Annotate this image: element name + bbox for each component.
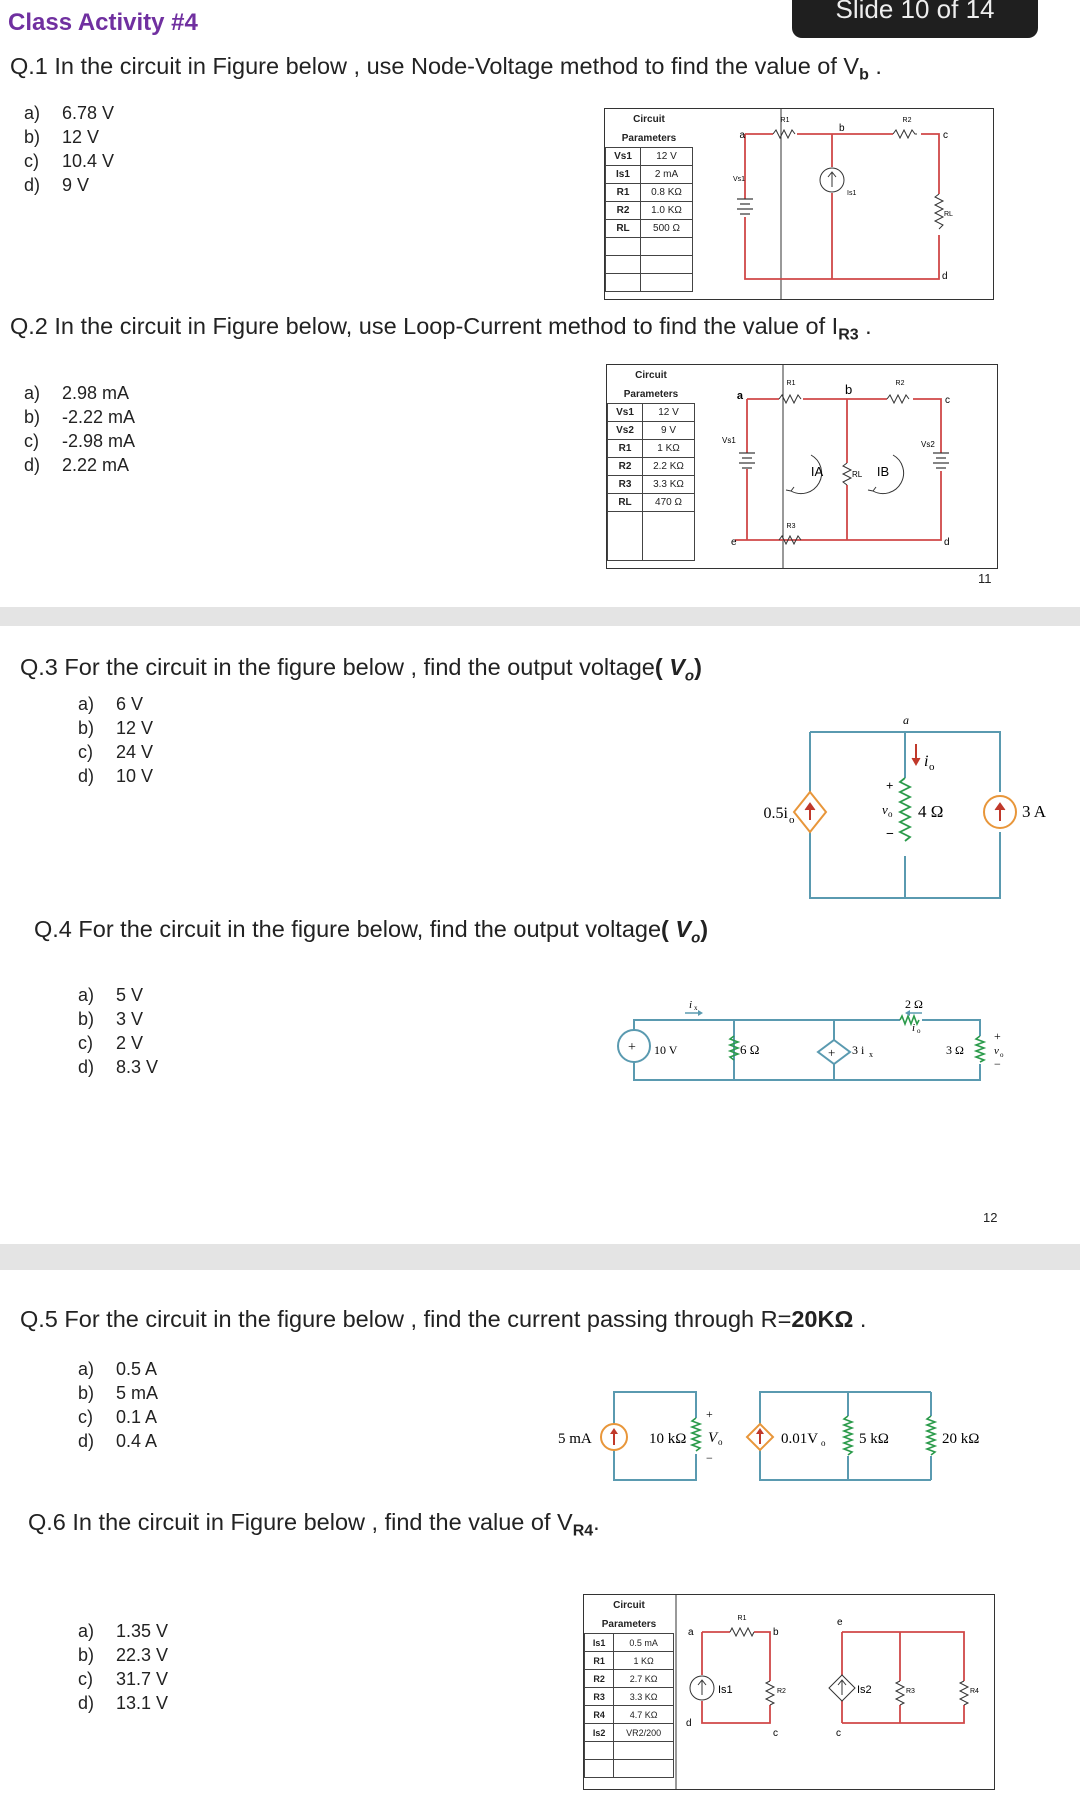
question-3-text: Q.3 For the circuit in the figure below , find the output voltage( $V_o$) [20, 654, 702, 685]
option-d[interactable]: d) 9 V [24, 175, 90, 195]
question-3-options [78, 692, 153, 788]
vs1-label: Vs1 [733, 176, 746, 183]
svg-text:5 kΩ: 5 kΩ [859, 1431, 889, 1447]
svg-text:a: a [736, 390, 743, 402]
option-b[interactable]: b) 12 V [24, 127, 100, 147]
svg-text:R2: R2 [777, 1688, 786, 1695]
svg-text:6 Ω: 6 Ω [740, 1042, 760, 1057]
svg-text:V: V [708, 1430, 718, 1446]
svg-text:d: d [686, 1718, 692, 1729]
svg-text:−: − [994, 1057, 1001, 1071]
circuit-diagram [674, 1595, 994, 1789]
option-d[interactable]: d) 13.1 V [78, 1693, 169, 1713]
svg-text:o: o [929, 761, 935, 773]
page-title: Class Activity #4 [8, 9, 198, 36]
svg-text:i: i [924, 753, 929, 770]
svg-text:5 mA: 5 mA [558, 1431, 592, 1447]
svg-text:+: + [706, 1407, 713, 1421]
svg-text:d: d [944, 537, 950, 548]
option-c[interactable]: c) 10.4 V [24, 151, 115, 171]
question-2-figure [606, 364, 998, 569]
svg-text:RL: RL [852, 470, 863, 479]
option-a[interactable]: a) 6.78 V [24, 103, 115, 123]
option-c[interactable]: c) 24 V [78, 742, 154, 762]
svg-text:R1: R1 [737, 1615, 747, 1622]
node-b-label: b [839, 123, 845, 134]
option-a[interactable]: a) 0.5 A [78, 1359, 158, 1379]
svg-text:a: a [903, 713, 909, 727]
question-1-figure [604, 108, 994, 300]
page-number: 11 [978, 571, 992, 586]
svg-text:R2: R2 [895, 380, 905, 387]
svg-text:e: e [837, 1617, 843, 1628]
svg-text:0.01V: 0.01V [781, 1431, 819, 1447]
svg-text:v: v [994, 1045, 999, 1057]
svg-text:a: a [688, 1627, 694, 1638]
question-2-options [24, 381, 135, 477]
slide-12 [0, 1270, 1080, 1804]
r2-label: R2 [902, 117, 912, 124]
svg-text:x: x [694, 1004, 698, 1012]
svg-text:c: c [836, 1728, 841, 1739]
rl-label: RL [944, 211, 953, 218]
question-4-text: Q.4 For the circuit in the figure below, find the output voltage( $V_o$) [34, 916, 709, 947]
option-d[interactable]: d) 2.22 mA [24, 455, 130, 475]
parameter-table: Circuit Parameters Vs1 12 V Vs2 9 V R1 1 KΩ R2 2.2 KΩ R3 3.3 KΩ RL 470 Ω [607, 365, 695, 561]
option-b[interactable]: b) 12 V [78, 718, 154, 738]
svg-text:20 kΩ: 20 kΩ [942, 1431, 980, 1447]
svg-text:R3: R3 [786, 523, 796, 530]
svg-text:x: x [869, 1050, 873, 1059]
svg-text:+: + [628, 1040, 636, 1055]
question-6-figure [583, 1594, 995, 1790]
question-6-options [78, 1619, 168, 1715]
svg-text:IA: IA [810, 464, 824, 479]
svg-text:IB: IB [876, 464, 890, 479]
svg-text:Vs2: Vs2 [921, 440, 935, 449]
question-6-text: Q.6 In the circuit in Figure below , find the value of $V_{R4}$. [28, 1509, 600, 1540]
circuit-diagram [695, 365, 997, 568]
svg-text:4 Ω: 4 Ω [918, 802, 944, 821]
svg-text:Is2: Is2 [857, 1684, 872, 1696]
svg-text:10 kΩ: 10 kΩ [649, 1431, 687, 1447]
slide-separator [0, 607, 1080, 626]
option-b[interactable]: b) -2.22 mA [24, 407, 136, 427]
svg-text:o: o [917, 1027, 921, 1035]
svg-text:c: c [773, 1728, 778, 1739]
option-b[interactable]: b) 3 V [78, 1009, 144, 1029]
option-a[interactable]: a) 2.98 mA [24, 383, 130, 403]
svg-text:0.5i: 0.5i [763, 805, 788, 822]
parameter-table: Circuit Parameters Is1 0.5 mA R1 1 KΩ R2 2.7 KΩ R3 3.3 KΩ R4 4.7 KΩ Is2 VR2/200 [584, 1595, 674, 1778]
node-c-label: c [943, 130, 948, 141]
svg-text:R3: R3 [906, 1688, 915, 1695]
option-b[interactable]: b) 5 mA [78, 1383, 159, 1403]
svg-text:o: o [821, 1438, 826, 1448]
is1-label: Is1 [847, 190, 857, 197]
svg-text:o: o [718, 1437, 723, 1447]
svg-text:o: o [789, 814, 795, 826]
svg-text:−: − [706, 1451, 713, 1465]
svg-text:b: b [845, 382, 853, 397]
question-5-options [78, 1357, 158, 1453]
svg-text:3 Ω: 3 Ω [946, 1043, 964, 1057]
svg-text:+: + [828, 1045, 836, 1060]
question-1-options [24, 101, 114, 197]
option-c[interactable]: c) -2.98 mA [24, 431, 136, 451]
option-d[interactable]: d) 8.3 V [78, 1057, 159, 1077]
svg-text:3 A: 3 A [1022, 802, 1047, 821]
svg-text:3 i: 3 i [852, 1043, 865, 1057]
svg-text:b: b [773, 1627, 779, 1638]
option-c[interactable]: c) 2 V [78, 1033, 144, 1053]
question-1-text: Q.1 In the circuit in Figure below , use Node-Voltage method to find the value of $V_b$ . [10, 53, 882, 84]
slide-indicator-badge[interactable]: Slide 10 of 14 [792, 0, 1038, 38]
slide-separator [0, 1244, 1080, 1270]
svg-text:Vs1: Vs1 [722, 436, 736, 445]
svg-text:10 V: 10 V [654, 1043, 678, 1057]
question-4-circuit [610, 1000, 1020, 1110]
parameter-table: Circuit Parameters Vs1 12 V Is1 2 mA R1 0.8 KΩ R2 1.0 KΩ RL 500 Ω [605, 109, 693, 292]
question-3-circuit [740, 706, 1080, 928]
option-d[interactable]: d) 10 V [78, 766, 154, 786]
svg-text:R4: R4 [970, 1688, 979, 1695]
svg-text:+: + [886, 778, 894, 793]
question-5-text: Q.5 For the circuit in the figure below , find the current passing through R=20KΩ . [20, 1306, 867, 1332]
svg-text:2 Ω: 2 Ω [905, 1000, 923, 1011]
option-b[interactable]: b) 22.3 V [78, 1645, 169, 1665]
page-number: 12 [983, 1210, 998, 1225]
option-c[interactable]: c) 31.7 V [78, 1669, 169, 1689]
svg-text:i: i [689, 1000, 693, 1011]
option-a[interactable]: a) 1.35 V [78, 1621, 169, 1641]
question-2-text: Q.2 In the circuit in Figure below, use Loop-Current method to find the value of $I_{R3}$ . [10, 313, 872, 344]
r1-label: R1 [780, 117, 790, 124]
svg-text:+: + [994, 1029, 1001, 1043]
option-c[interactable]: c) 0.1 A [78, 1407, 158, 1427]
svg-text:e: e [731, 537, 737, 548]
svg-text:Is1: Is1 [718, 1684, 733, 1696]
slide-11 [0, 626, 1080, 1244]
svg-text:−: − [886, 827, 894, 842]
svg-text:o: o [1000, 1051, 1004, 1059]
node-d-label: d [942, 271, 948, 282]
svg-text:R1: R1 [786, 380, 796, 387]
node-a-label: a [739, 130, 745, 141]
option-d[interactable]: d) 0.4 A [78, 1431, 158, 1451]
slide-10 [0, 0, 1080, 607]
svg-text:o: o [888, 809, 893, 819]
svg-text:c: c [945, 395, 950, 406]
circuit-diagram [693, 109, 993, 299]
question-4-options [78, 983, 158, 1079]
option-a[interactable]: a) 5 V [78, 985, 144, 1005]
question-5-circuit [555, 1380, 995, 1490]
svg-text:v: v [882, 802, 888, 817]
option-a[interactable]: a) 6 V [78, 694, 144, 714]
svg-text:i: i [912, 1022, 916, 1034]
